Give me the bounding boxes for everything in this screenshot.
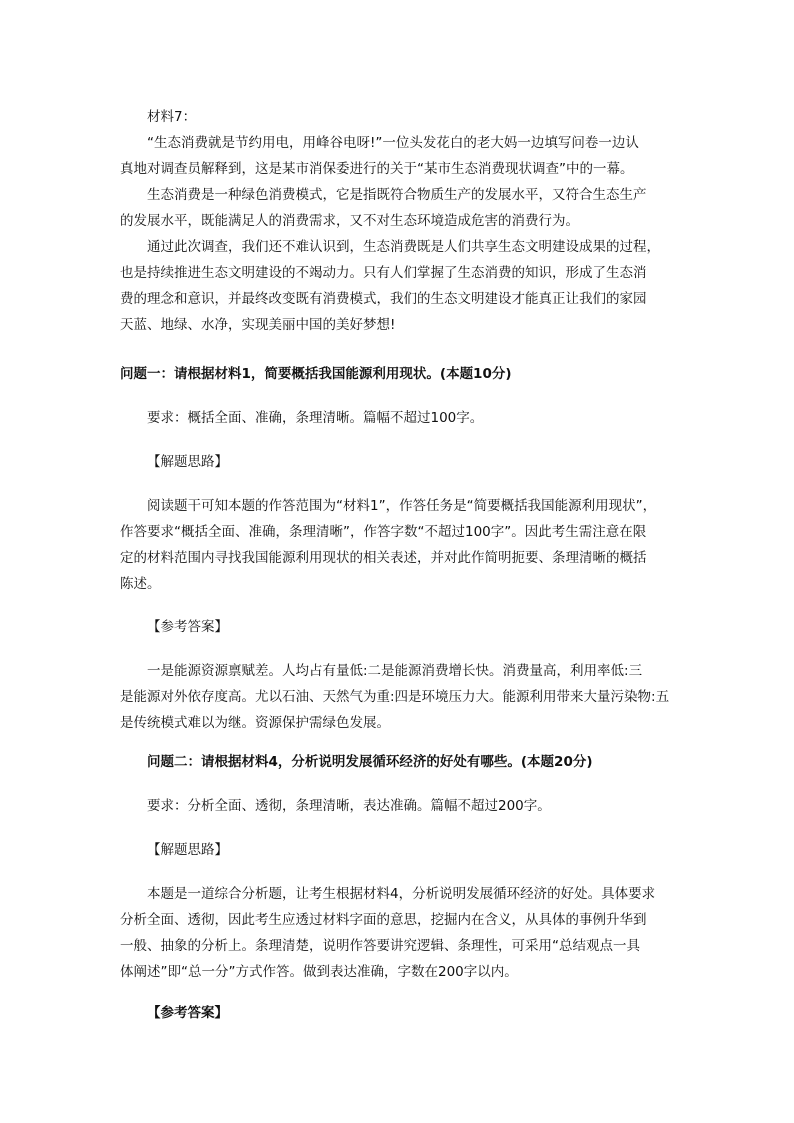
q1-thinking-line3: 定的材料范围内寻找我国能源利用现状的相关表述，并对此作简明扼要、条理清晰的概括: [120, 550, 647, 566]
q1-thinking-line4: 陈述。: [120, 576, 161, 592]
q1-requirement: 要求：概括全面、准确，条理清晰。篇幅不超过100字。: [147, 410, 484, 426]
q1-answer-line2: 是能源对外依存度高。尤以石油、天然气为重:四是环境压力大。能源利用带来大量污染物:五: [120, 689, 670, 705]
q1-thinking-line1: 阅读题干可知本题的作答范围为“材料1”，作答任务是“简要概括我国能源利用现状”，: [147, 498, 657, 514]
q2-thinking-label: 【解题思路】: [147, 842, 228, 858]
material7-p3-line4: 天蓝、地绿、水净，实现美丽中国的美好梦想!: [120, 317, 396, 333]
material7-p3-line2: 也是持续推进生态文明建设的不竭动力。只有人们掌握了生态消费的知识，形成了生态消: [120, 265, 647, 281]
q1-answer-line1: 一是能源资源禀赋差。人均占有量低:二是能源消费增长快。消费量高，利用率低:三: [147, 663, 643, 679]
q2-thinking-line2: 分析全面、透彻，因此考生应透过材料字面的意思，挖掘内在含义，从具体的事例升华到: [120, 912, 647, 928]
q1-title: 问题一：请根据材料1，简要概括我国能源利用现状。(本题10分): [120, 366, 512, 382]
material7-heading: 材料7：: [147, 109, 197, 125]
q2-thinking-line3: 一般、抽象的分析上。条理清楚，说明作答要讲究逻辑、条理性，可采用“总结观点一具: [120, 938, 640, 954]
material7-p3-line1: 通过此次调查，我们还不难认识到，生态消费既是人们共享生态文明建设成果的过程，: [147, 239, 660, 255]
q2-title: 问题二：请根据材料4，分析说明发展循环经济的好处有哪些。(本题20分): [147, 754, 593, 770]
material7-p1-line2: 真地对调查员解释到，这是某市消保委进行的关于“某市生态消费现状调查”中的一幕。: [120, 161, 634, 177]
material7-p2-line2: 的发展水平，既能满足人的消费需求，又不对生态环境造成危害的消费行为。: [120, 213, 579, 229]
q1-answer-line3: 是传统模式难以为继。资源保护需绿色发展。: [120, 715, 390, 731]
material7-p2-line1: 生态消费是一种绿色消费模式，它是指既符合物质生产的发展水平，又符合生态生产: [147, 187, 647, 203]
q2-requirement: 要求：分析全面、透彻，条理清晰，表达准确。篇幅不超过200字。: [147, 798, 551, 814]
q1-thinking-label: 【解题思路】: [147, 454, 228, 470]
material7-p3-line3: 费的理念和意识，并最终改变既有消费模式，我们的生态文明建设才能真正让我们的家园: [120, 291, 647, 307]
material7-p1-line1: “生态消费就是节约用电，用峰谷电呀!”一位头发花白的老大妈一边填写问卷一边认: [147, 135, 639, 151]
q2-answer-label: 【参考答案】: [147, 1005, 228, 1021]
q1-thinking-line2: 作答要求“概括全面、准确，条理清晰”，作答字数“不超过100字”。因此考生需注意在限: [120, 524, 647, 540]
q2-thinking-line4: 体阐述”即“总一分”方式作答。做到表达准确，字数在200字以内。: [120, 964, 518, 980]
q2-thinking-line1: 本题是一道综合分析题，让考生根据材料4，分析说明发展循环经济的好处。具体要求: [147, 886, 656, 902]
q1-answer-label: 【参考答案】: [147, 619, 228, 635]
